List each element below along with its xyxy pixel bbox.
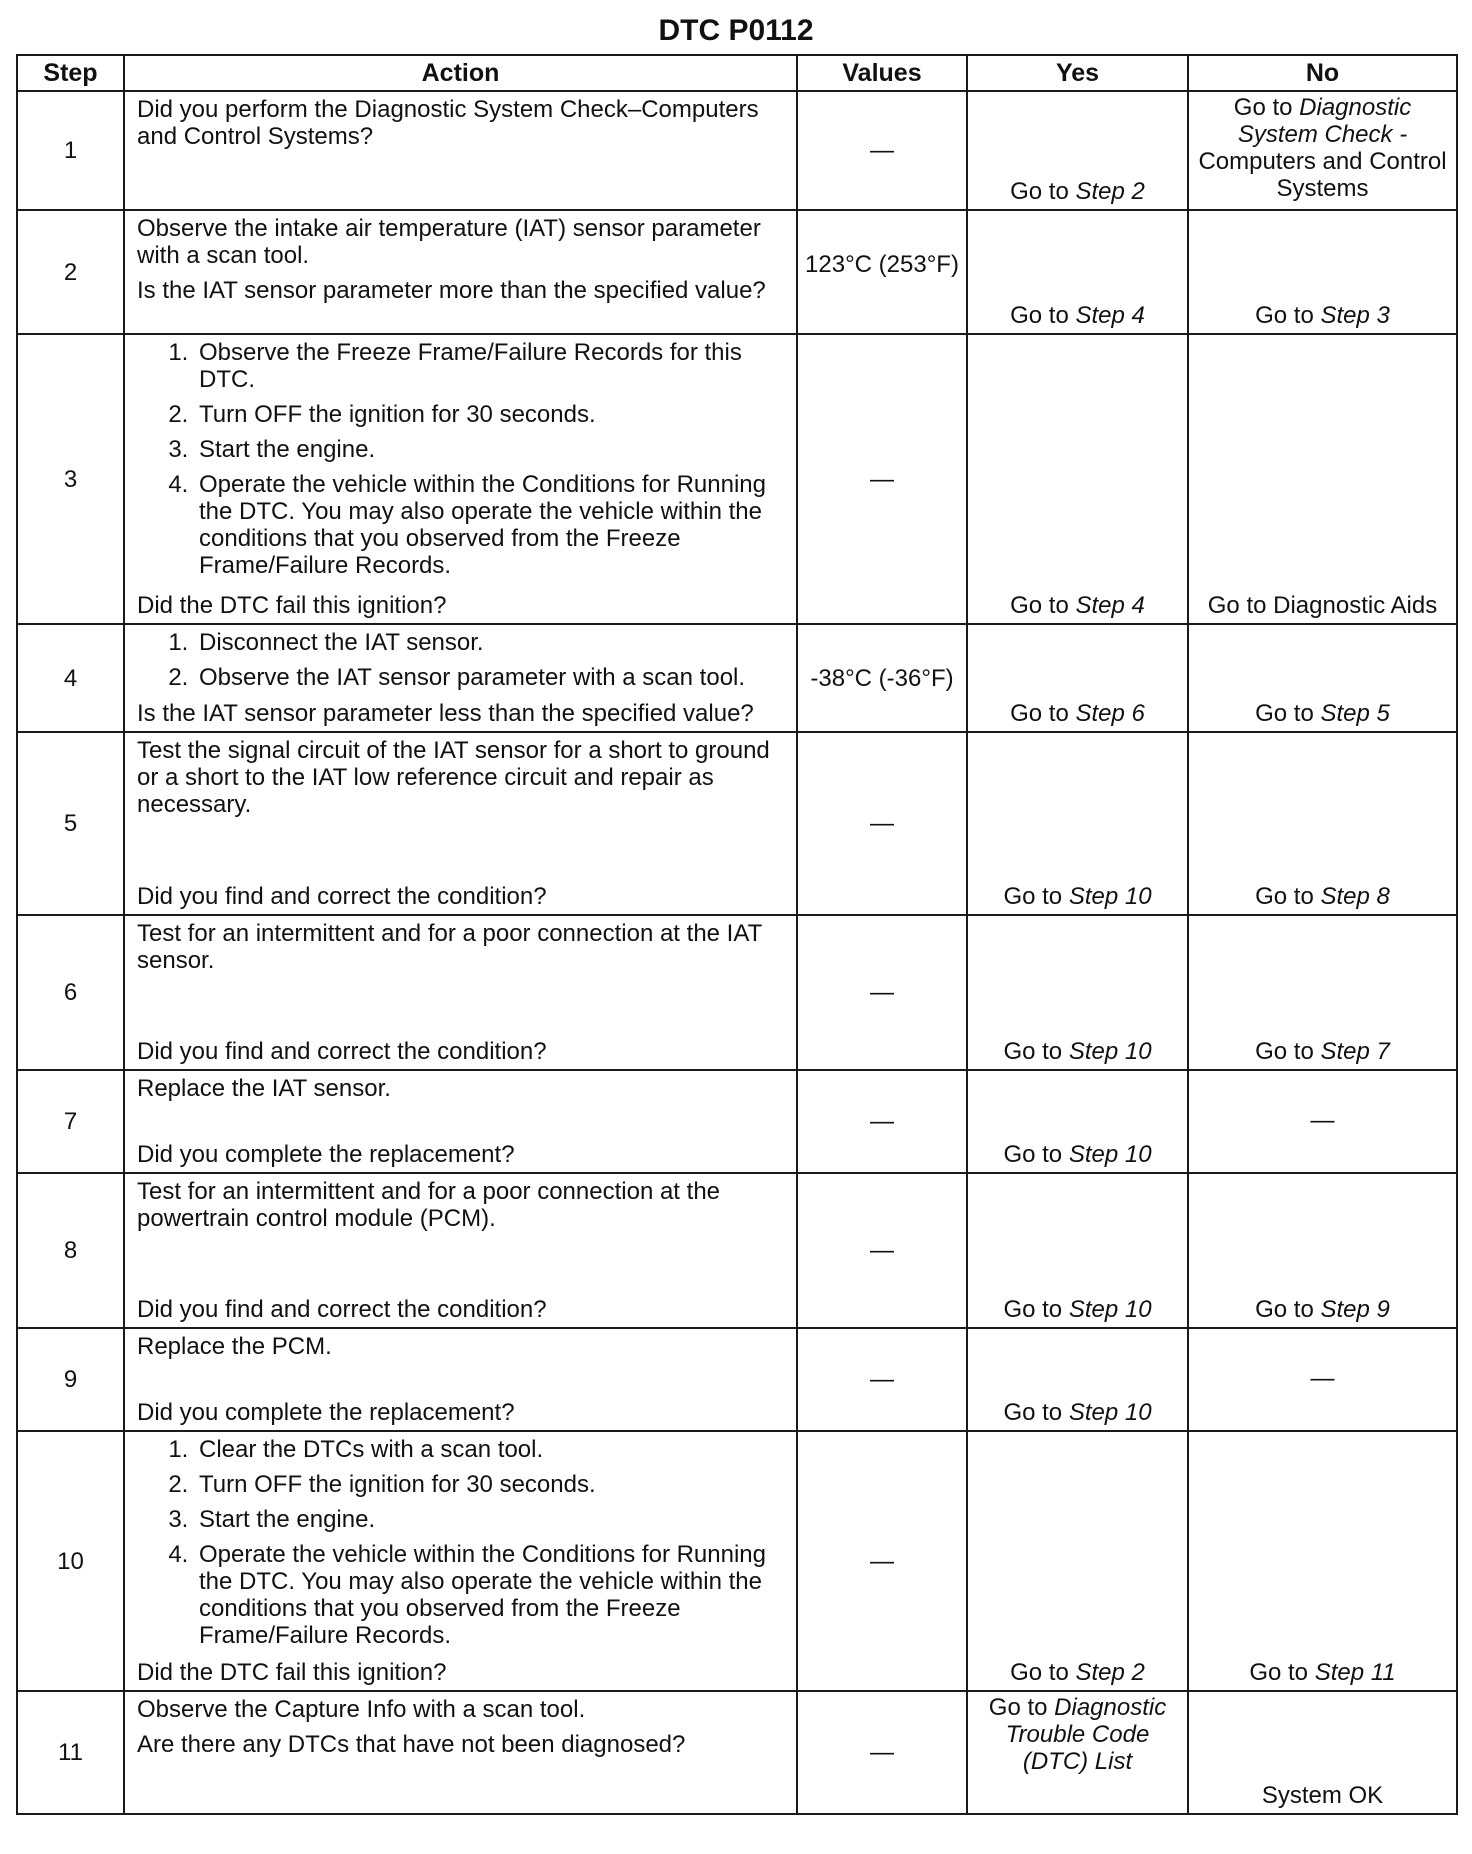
no-target: Step 9 bbox=[1320, 1296, 1390, 1323]
action-question: Did you find and correct the condition? bbox=[137, 1296, 547, 1323]
action-steps-list bbox=[137, 1436, 788, 1655]
action-steps-list bbox=[137, 629, 788, 697]
yes-target: Step 2 bbox=[1075, 178, 1145, 205]
action-question: Did you find and correct the condition? bbox=[137, 883, 547, 910]
yes-target: Step 10 bbox=[1068, 1141, 1152, 1168]
yes-target: Step 2 bbox=[1075, 1659, 1145, 1686]
table-row bbox=[17, 1328, 1457, 1431]
step-number: 2 bbox=[17, 210, 124, 334]
yes-cell bbox=[967, 1431, 1188, 1691]
action-content bbox=[137, 1075, 788, 1168]
yes-prefix: Go to bbox=[1003, 1141, 1069, 1168]
yes-cell bbox=[967, 624, 1188, 732]
action-text: Observe the intake air temperature (IAT) sensor parameter with a scan tool. bbox=[137, 215, 761, 269]
yes-cell bbox=[967, 732, 1188, 915]
no-prefix: Go to bbox=[1255, 302, 1321, 329]
step-number: 4 bbox=[17, 624, 124, 732]
action-cell bbox=[124, 915, 797, 1070]
step-number: 10 bbox=[17, 1431, 124, 1691]
action-cell bbox=[124, 1431, 797, 1691]
action-text: Test for an intermittent and for a poor connection at the powertrain control module (PCM). bbox=[137, 1178, 721, 1232]
action-cell bbox=[124, 334, 797, 624]
action-content bbox=[137, 920, 788, 1065]
yes-cell bbox=[967, 915, 1188, 1070]
yes-prefix: Go to bbox=[1003, 1038, 1069, 1065]
action-question: Did you find and correct the condition? bbox=[137, 1038, 547, 1065]
action-question: Is the IAT sensor parameter more than the specified value? bbox=[137, 277, 766, 304]
yes-prefix: Go to bbox=[1010, 700, 1076, 727]
value-cell: 123°C (253°F) bbox=[797, 210, 967, 334]
no-target: Diagnostic System Check - bbox=[1237, 94, 1412, 148]
action-question: Is the IAT sensor parameter less than the specified value? bbox=[137, 700, 754, 727]
action-content bbox=[137, 629, 788, 727]
action-cell bbox=[124, 1173, 797, 1328]
yes-prefix: Go to bbox=[988, 1694, 1055, 1721]
action-cell bbox=[124, 732, 797, 915]
table-row bbox=[17, 1691, 1457, 1814]
yes-prefix: Go to bbox=[1003, 883, 1069, 910]
action-question: Did the DTC fail this ignition? bbox=[137, 1659, 447, 1686]
list-item: 2. Turn OFF the ignition for 30 seconds. bbox=[195, 401, 788, 428]
no-cell bbox=[1188, 624, 1457, 732]
action-cell bbox=[124, 1328, 797, 1431]
list-item: 3. Start the engine. bbox=[195, 1506, 788, 1533]
spacer bbox=[137, 1102, 788, 1141]
no-cell bbox=[1188, 210, 1457, 334]
column-header-no: No bbox=[1188, 55, 1457, 91]
action-question: Did you complete the replacement? bbox=[137, 1141, 515, 1168]
list-item: 1. Clear the DTCs with a scan tool. bbox=[195, 1436, 788, 1463]
action-content bbox=[137, 737, 788, 910]
yes-prefix: Go to bbox=[1010, 302, 1076, 329]
action-cell bbox=[124, 1070, 797, 1173]
action-content bbox=[137, 96, 788, 205]
action-cell bbox=[124, 210, 797, 334]
no-target: Step 11 bbox=[1314, 1659, 1396, 1686]
action-text: Test for an intermittent and for a poor connection at the IAT sensor. bbox=[137, 920, 762, 974]
yes-prefix: Go to bbox=[1010, 178, 1076, 205]
no-target: Step 7 bbox=[1320, 1038, 1390, 1065]
table-row bbox=[17, 624, 1457, 732]
yes-cell bbox=[967, 91, 1188, 210]
yes-target: Step 10 bbox=[1068, 1038, 1152, 1065]
list-item: 2. Turn OFF the ignition for 30 seconds. bbox=[195, 1471, 788, 1498]
no-text: — bbox=[1310, 1365, 1335, 1392]
no-cell bbox=[1188, 91, 1457, 210]
yes-target: Step 10 bbox=[1068, 1296, 1152, 1323]
no-cell bbox=[1188, 732, 1457, 915]
action-question: Did you complete the replacement? bbox=[137, 1399, 515, 1426]
list-item: 4. Operate the vehicle within the Conditions for Running the DTC. You may also operate the vehicle within the conditions that you observed from the Freeze Frame/Failure Records. bbox=[195, 1541, 788, 1649]
value-cell: — bbox=[797, 1173, 967, 1328]
no-target: Step 8 bbox=[1320, 883, 1390, 910]
yes-cell bbox=[967, 1691, 1188, 1814]
action-content bbox=[137, 1333, 788, 1426]
no-text: — bbox=[1310, 1107, 1335, 1134]
value-cell: — bbox=[797, 915, 967, 1070]
action-text: Are there any DTCs that have not been diagnosed? bbox=[137, 1731, 686, 1758]
table-row bbox=[17, 91, 1457, 210]
no-prefix: Go to bbox=[1255, 883, 1321, 910]
yes-cell bbox=[967, 210, 1188, 334]
list-item: 1. Disconnect the IAT sensor. bbox=[195, 629, 788, 656]
value-cell: — bbox=[797, 1070, 967, 1173]
step-number: 6 bbox=[17, 915, 124, 1070]
table-row bbox=[17, 1431, 1457, 1691]
yes-target: Step 10 bbox=[1068, 883, 1152, 910]
yes-target: Step 4 bbox=[1075, 302, 1145, 329]
yes-prefix: Go to bbox=[1010, 592, 1076, 619]
no-text: Go to Diagnostic Aids bbox=[1207, 592, 1438, 619]
no-cell bbox=[1188, 1173, 1457, 1328]
column-header-action: Action bbox=[124, 55, 797, 91]
spacer bbox=[137, 974, 788, 1038]
table-row bbox=[17, 334, 1457, 624]
no-prefix: Go to bbox=[1233, 94, 1300, 121]
table-body bbox=[17, 91, 1457, 1814]
no-cell bbox=[1188, 1070, 1457, 1173]
action-text: Replace the IAT sensor. bbox=[137, 1075, 391, 1102]
spacer bbox=[137, 269, 788, 277]
yes-cell bbox=[967, 1173, 1188, 1328]
action-content bbox=[137, 339, 788, 619]
action-cell bbox=[124, 91, 797, 210]
no-cell bbox=[1188, 334, 1457, 624]
yes-cell bbox=[967, 334, 1188, 624]
table-row bbox=[17, 1173, 1457, 1328]
yes-target: Diagnostic Trouble Code (DTC) List bbox=[1005, 1694, 1167, 1775]
value-cell: — bbox=[797, 91, 967, 210]
action-question: Did the DTC fail this ignition? bbox=[137, 592, 447, 619]
action-cell bbox=[124, 1691, 797, 1814]
value-cell: — bbox=[797, 732, 967, 915]
value-cell: -38°C (-36°F) bbox=[797, 624, 967, 732]
value-cell: — bbox=[797, 1431, 967, 1691]
no-cell bbox=[1188, 1431, 1457, 1691]
no-cell bbox=[1188, 1328, 1457, 1431]
step-number: 3 bbox=[17, 334, 124, 624]
no-cell bbox=[1188, 915, 1457, 1070]
list-item: 3. Start the engine. bbox=[195, 436, 788, 463]
action-content bbox=[137, 1696, 788, 1809]
step-number: 8 bbox=[17, 1173, 124, 1328]
step-number: 7 bbox=[17, 1070, 124, 1173]
table-row bbox=[17, 732, 1457, 915]
no-suffix: Computers and Control Systems bbox=[1198, 148, 1447, 202]
table-row bbox=[17, 210, 1457, 334]
yes-prefix: Go to bbox=[1010, 1659, 1076, 1686]
value-cell: — bbox=[797, 1328, 967, 1431]
table-row bbox=[17, 915, 1457, 1070]
list-item: 1. Observe the Freeze Frame/Failure Records for this DTC. bbox=[195, 339, 788, 393]
no-prefix: Go to bbox=[1255, 1038, 1321, 1065]
value-cell: — bbox=[797, 334, 967, 624]
document-title: DTC P0112 bbox=[658, 14, 814, 47]
no-target: Step 3 bbox=[1320, 302, 1390, 329]
spacer bbox=[137, 585, 788, 592]
yes-prefix: Go to bbox=[1003, 1399, 1069, 1426]
list-item: 2. Observe the IAT sensor parameter with a scan tool. bbox=[195, 664, 788, 691]
spacer bbox=[137, 1360, 788, 1399]
list-item: 4. Operate the vehicle within the Conditions for Running the DTC. You may also operate the vehicle within the conditions that you observed from the Freeze Frame/Failure Records. bbox=[195, 471, 788, 579]
no-cell bbox=[1188, 1691, 1457, 1814]
column-header-values: Values bbox=[797, 55, 967, 91]
no-target: Step 5 bbox=[1320, 700, 1390, 727]
table-row bbox=[17, 1070, 1457, 1173]
yes-cell bbox=[967, 1070, 1188, 1173]
action-text: Test the signal circuit of the IAT sensor for a short to ground or a short to the IAT low reference circuit and repair as necessary. bbox=[137, 737, 770, 818]
yes-target: Step 6 bbox=[1075, 700, 1145, 727]
action-content bbox=[137, 1178, 788, 1323]
dtc-table bbox=[16, 54, 1458, 1815]
step-number: 11 bbox=[17, 1691, 124, 1814]
no-text: System OK bbox=[1261, 1782, 1384, 1809]
action-text: Replace the PCM. bbox=[137, 1333, 332, 1360]
step-number: 1 bbox=[17, 91, 124, 210]
step-number: 9 bbox=[17, 1328, 124, 1431]
header-row bbox=[17, 55, 1457, 91]
no-prefix: Go to bbox=[1249, 1659, 1315, 1686]
yes-prefix: Go to bbox=[1003, 1296, 1069, 1323]
action-text: Observe the Capture Info with a scan tool. bbox=[137, 1696, 586, 1723]
no-prefix: Go to bbox=[1255, 1296, 1321, 1323]
action-cell bbox=[124, 624, 797, 732]
spacer bbox=[137, 1232, 788, 1296]
yes-cell bbox=[967, 1328, 1188, 1431]
column-header-yes: Yes bbox=[967, 55, 1188, 91]
spacer bbox=[137, 818, 788, 883]
no-prefix: Go to bbox=[1255, 700, 1321, 727]
column-header-step: Step bbox=[17, 55, 124, 91]
step-number: 5 bbox=[17, 732, 124, 915]
action-content bbox=[137, 215, 788, 329]
action-content bbox=[137, 1436, 788, 1686]
action-text: Did you perform the Diagnostic System Check–Computers and Control Systems? bbox=[137, 96, 759, 150]
yes-target: Step 10 bbox=[1068, 1399, 1152, 1426]
value-cell: — bbox=[797, 1691, 967, 1814]
action-steps-list bbox=[137, 339, 788, 585]
yes-target: Step 4 bbox=[1075, 592, 1145, 619]
